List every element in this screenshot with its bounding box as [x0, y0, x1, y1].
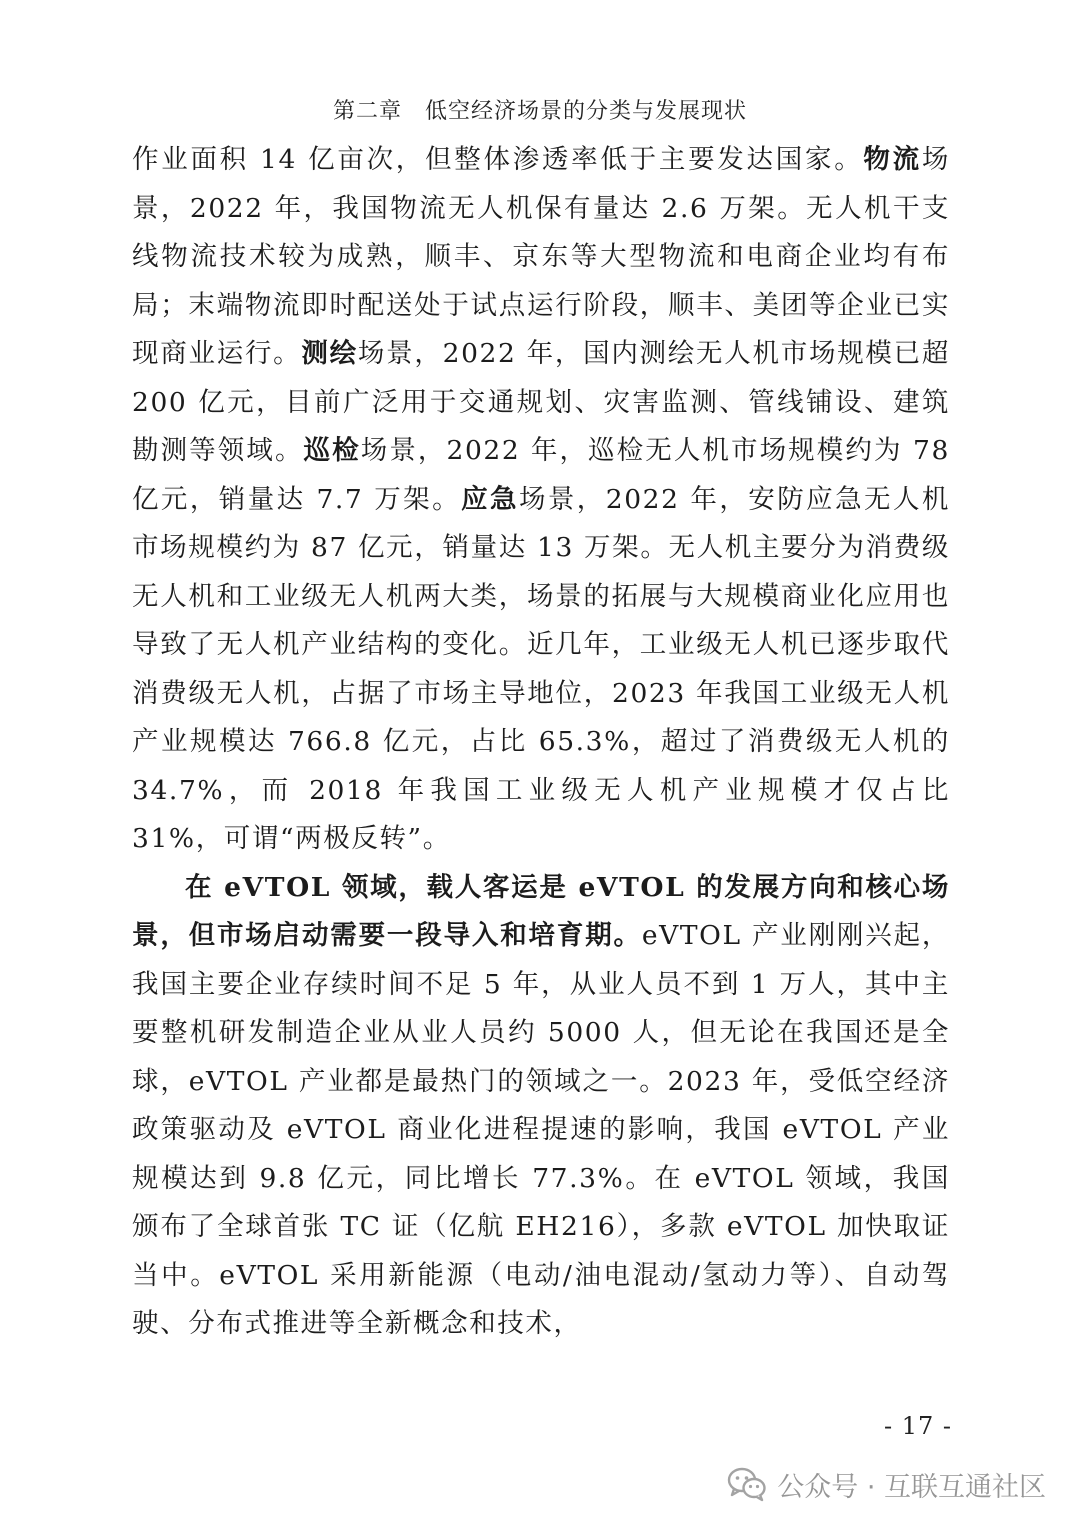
text-segment: 作业面积 14 亿亩次，但整体渗透率低于主要发达国家。 [132, 144, 864, 175]
text-segment: 场景，2022 年，我国物流无人机保有量达 2.6 万架。无人机干支线物流技术较为成熟，顺丰、京东等大型物流和电商企业均有布局；末端物流即时配送处于试点运行阶段，顺丰、美团等企业已实现商业运行。 [132, 144, 950, 369]
text-segment: 场景，2022 年，安防应急无人机市场规模约为 87 亿元，销量达 13 万架。无人机主要分为消费级无人机和工业级无人机两大类，场景的拓展与大规模商业化应用也导致了无人机产业结构的变化。近几年，工业级无人机已逐步取代消费级无人机，占据了市场主导地位，2023 年我国工业级无人机产业规模达 766.8 亿元，占比 65.3%，超过了消费级无人机的 34.7%，而 2018 年我国工业级无人机产业规模才仅占比 31%，可谓“两极反转”。 [132, 483, 950, 854]
wechat-icon [727, 1466, 767, 1502]
text-segment: 场景，2022 年，巡检无人机市场规模约为 78 亿元，销量达 7.7 万架。 [132, 435, 950, 515]
watermark [727, 1462, 1046, 1506]
paragraph-drone-scenarios [132, 136, 950, 864]
watermark-text: 公众号 · 互联互通社区 [777, 1471, 1046, 1503]
text-segment: eVTOL 产业刚刚兴起，我国主要企业存续时间不足 5 年，从业人员不到 1 万人，其中主要整机研发制造企业从业人员约 5000 人，但无论在我国还是全球，eVTOL 产业都是最热门的领域之一。2023 年，受低空经济政策驱动及 eVTOL 商业化进程提速的影响，我国 eVTOL 产业规模达到 9.8 亿元，同比增长 77.3%。在 eVTOL 领域，我国颁布了全球首张 TC 证（亿航 EH216），多款 eVTOL 加快取证当中。eVTOL 采用新能源（电动/油电混动/氢动力等）、自动驾驶、分布式推进等全新概念和技术， [132, 920, 950, 1339]
keyword-emergency: 应急 [461, 483, 519, 515]
body-text [132, 136, 950, 1349]
text-segment: 场景，2022 年，国内测绘无人机市场规模已超 200 亿元，目前广泛用于交通规划、灾害监测、管线铺设、建筑勘测等领域。 [132, 338, 951, 466]
keyword-logistics: 物流 [863, 144, 922, 175]
page-number: - 17 - [883, 1412, 952, 1440]
chapter-title: 第二章 低空经济场景的分类与发展现状 [332, 99, 747, 124]
paragraph-evtol [132, 864, 950, 1349]
keyword-surveying: 测绘 [301, 338, 358, 369]
keyword-inspection: 巡检 [303, 435, 361, 466]
evtol-lead-sentence: 在 eVTOL 领域，载人客运是 eVTOL 的发展方向和核心场景，但市场启动需要一段导入和培育期。 [132, 871, 950, 951]
running-header [0, 94, 1080, 125]
